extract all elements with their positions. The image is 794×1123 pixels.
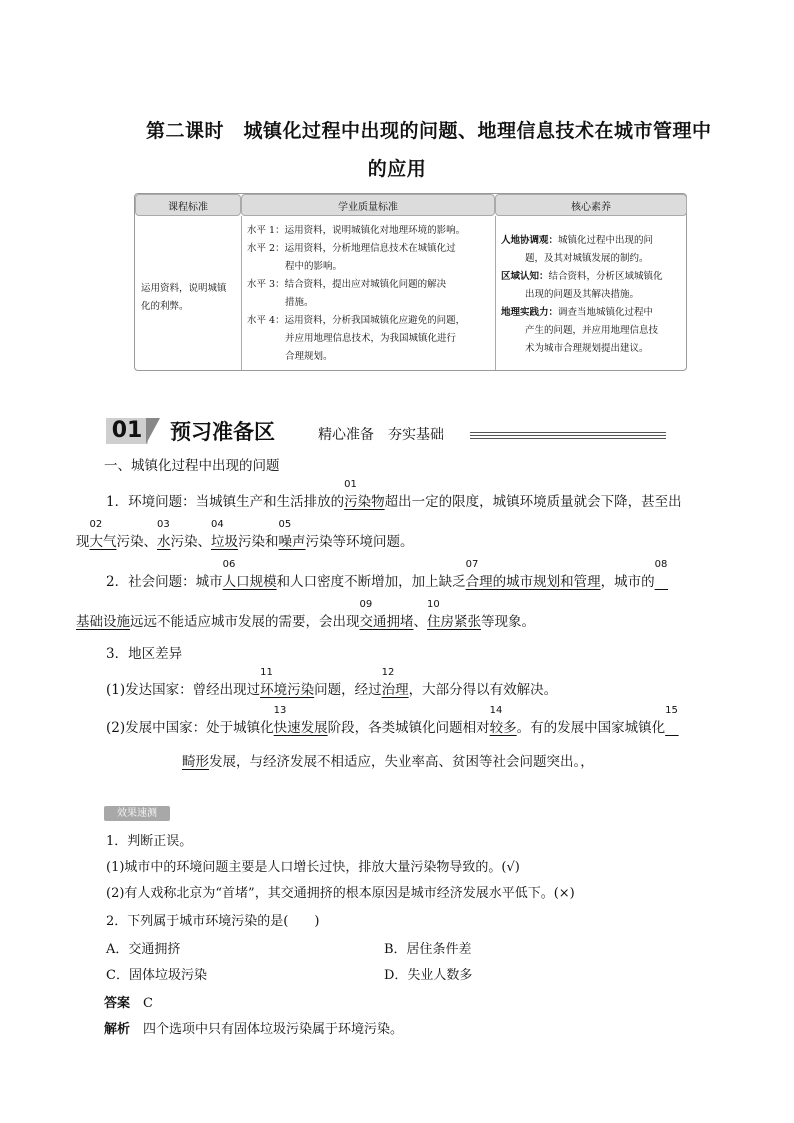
answer-03: 03 水 (157, 519, 171, 550)
banner-slash-decoration (146, 418, 160, 444)
analysis-line (104, 1020, 403, 1040)
answer-08-number: 08 (654, 559, 668, 570)
region-developed: (1)发达国家：曾经出现过 11 环境污染问题，经过 12 治理，大部分得以有效解决。 (106, 667, 558, 698)
option-d: D．失业人数多 (384, 968, 473, 983)
answer-12: 12 治理 (381, 667, 409, 698)
quiz-tag: 效果速测 (104, 806, 170, 821)
banner-number: 01 (106, 418, 148, 444)
page-title: 第二课时 城镇化过程中出现的问题、地理信息技术在城市管理中 (146, 120, 712, 142)
env-line-1: 1．环境问题：当城镇生产和生活排放的 01 污染物超出一定的限度，城镇环境质量就会下降，甚至出 (106, 479, 682, 510)
header-course-standard: 课程标准 (135, 194, 241, 216)
course-standard-cell: 运用资料，说明城镇 化的利弊。 (141, 283, 227, 312)
quiz-q2: 2．下列属于城市环境污染的是( ) (106, 914, 320, 929)
section-banner (106, 414, 666, 448)
answer-06: 06 人口规模 (222, 559, 277, 590)
region-developing-2: 畸形发展，与经济发展不相适应，失业率高、贫困等社会问题突出。， (182, 754, 594, 770)
answer-05: 05 噪声 (278, 519, 306, 550)
answer-10: 10 住房紧张 (427, 599, 481, 630)
banner-lines-decoration (470, 432, 666, 441)
social-line-2: 基础设施远远不能适应城市发展的需要，会出现 09 交通拥堵、 10 住房紧张等现象。 (76, 599, 535, 630)
option-c: C．固体垃圾污染 (106, 968, 207, 983)
banner-title: 预习准备区 (170, 420, 275, 444)
answer-11: 11 环境污染 (260, 667, 315, 698)
quality-standard-cell: 水平 1：运用资料，说明城镇化对地理环境的影响。 水平 2：运用资料，分析地理信息技术在城镇化过 程中的影响。 水平 3：结合资料，提出应对城镇化问题的解决 措施。 水平 4：运用资料，分析我国城镇化应避免的问题， 并应用地理信息技术，为我国城镇化进行 合理规划。 (247, 225, 466, 362)
answer-08: 基础设施 (76, 614, 130, 630)
analysis-text: 四个选项中只有固体垃圾污染属于环境污染。 (143, 1022, 404, 1037)
section-heading: 一、城镇化过程中出现的问题 (104, 458, 280, 474)
banner-subtitle: 精心准备 夯实基础 (318, 427, 444, 443)
answer-line (104, 994, 153, 1014)
standards-table (134, 193, 687, 371)
social-line-1: 2．社会问题：城市 06 人口规模和人口密度不断增加，加上缺乏 07 合理的城市规划和管理，城市的 08 (106, 559, 668, 590)
page-title-continued: 的应用 (367, 158, 427, 180)
region-title: 3．地区差异 (106, 646, 183, 662)
answer-15: 畸形 (182, 754, 209, 770)
quiz-q1a: (1)城市中的环境问题主要是人口增长过快，排放大量污染物导致的。(√) (106, 860, 520, 875)
region-developing-1: (2)发展中国家：处于城镇化 13 快速发展阶段，各类城镇化问题相对 14 较多。有的发展中国家城镇化 15 (106, 705, 678, 736)
header-quality-standard: 学业质量标准 (241, 194, 495, 216)
quiz-q1b: (2)有人戏称北京为“首堵”，其交通拥挤的根本原因是城市经济发展水平低下。(×) (106, 886, 575, 901)
answer-14: 14 较多 (489, 705, 517, 736)
answer-04: 04 垃圾 (211, 519, 238, 550)
answer-13: 13 快速发展 (273, 705, 328, 736)
option-a: A．交通拥挤 (106, 942, 181, 957)
answer-02: 02 大气 (89, 519, 117, 550)
answer-value: C (143, 996, 153, 1011)
answer-09: 09 交通拥堵 (359, 599, 414, 630)
answer-15-number: 15 (665, 705, 678, 716)
core-literacy-cell: 人地协调观：城镇化过程中出现的问 题，及其对城镇发展的制约。 区域认知：结合资料，分析区域城镇化 出现的问题及其解决措施。 地理实践力：调查当地城镇化过程中 产生的问题，并应用地理信息技 术为城市合理规划提出建议。 (501, 235, 663, 354)
answer-01: 01 污染物 (344, 479, 385, 510)
answer-label: 答案 (104, 996, 131, 1011)
env-line-2: 现 02 大气污染、 03 水污染、 04 垃圾污染和 05 噪声污染等环境问题。 (76, 519, 414, 550)
answer-07: 07 合理的城市规划和管理 (465, 559, 601, 590)
analysis-label: 解析 (104, 1022, 131, 1037)
option-b: B．居住条件差 (384, 942, 472, 957)
header-core-literacy: 核心素养 (495, 194, 687, 216)
quiz-q1: 1．判断正误。 (106, 834, 193, 849)
